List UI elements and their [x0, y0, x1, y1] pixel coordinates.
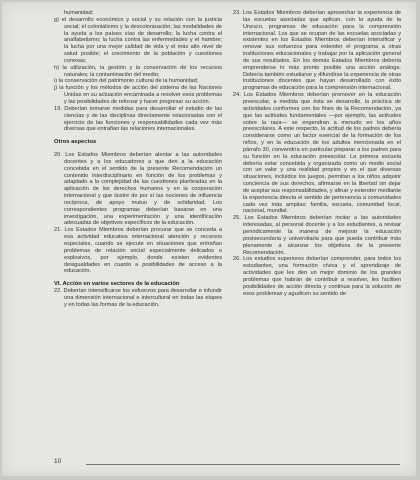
section-heading-vi: VI. Acción en varios sectores de la educación	[54, 281, 180, 288]
list-item-h: h) la utilización, la gestión y la conservación de los recursos naturales; la contaminación del medio;	[54, 64, 222, 78]
paragraph-24: 24. Los Estados Miembros deberían promover en la educación preescolar, a medida que ésta se desarrolle, la práctica de actividades conformes con los fines de la Recomendación, ya que las actitudes fundamentales —por ejemplo, las actitudes sobre la raza— se engendran a menudo en los años preescolares. A este respecto, la actitud de los padres debería considerarse como un factor esencial de la formación de los niños, y en la educación de los adultos mencionada en el párrafo 30, convendría en particular preparar a los padres para su función en la educación preescolar. La primera escuela debería estar concebida y organizada como un medio social con un valor y una realidad propios y en el que diversas situaciones, incluidos los juegos, permitan a los niños adquirir conciencia de sus derechos, afirmarse en la libertad sin dejar de aceptar sus responsabilidades, y afinar y extender mediante la experiencia directa el sentido de pertenencia a comunidades cada vez más amplias: familia, escuela, comunidad local, nacional, mundial.	[233, 92, 401, 215]
paragraph-21: 21. Los Estados Miembros deberían procurar que se conceda a esa actividad educativa internacional atención y recursos especiales, cuando se ejecute en situaciones que entrañan problemas de relación social especialmente delicados o explosivos, por ejemplo, donde existen evidentes desigualdades en cuanto a posibilidades de acceso a la educación.	[54, 227, 222, 275]
paragraph-25: 25. Los Estados Miembros deberían incitar a las autoridades interesadas, al personal docente y a los estudiantes, a revisar periódicamente la manera de mejorar la educación postsecundaria y universitaria para que pueda contribuir más plenamente a alcanzar los objetivos de la presente Recomendación.	[233, 215, 401, 256]
footer-rule	[86, 464, 400, 465]
paragraph-23: 23. Los Estados Miembros deberían aprovechar la experiencia de las escuelas asociadas que aplican, con la ayuda de la Unesco, programas de educación para la comprensión internacional. Los que se ocupan de las escuelas asociadas y existentes en los Estados Miembros deberían intensificar y renovar sus esfuerzos para extender el programa a otras instituciones educacionales y trabajar por la aplicación general de sus resultados. En los demás Estados Miembros debería emprenderse lo más pronto posible una acción análoga. Debería también estudiarse y difundirse la experiencia de otras instituciones docentes que hayan desarrollado con éxito programas de educación para la comprensión internacional.	[233, 10, 401, 92]
paragraph-26: 26. Los estudios superiores deberían comprender, para todos los estudiantes, una formación cívica y el aprendizaje de actividades que les den un mejor dominio de los grandes problemas que habrán de contribuir a resolver, les faciliten posibilidades de acción directa y continua para la solución de esos problemas y agudicen su sentido de	[233, 256, 401, 297]
section-heading-otros-aspectos: Otros aspectos	[54, 139, 97, 146]
page-number: 10	[54, 458, 62, 465]
document-page	[2, 2, 416, 476]
paragraph-19: 19. Deberían tomarse medidas para desarrollar el estudio de las ciencias y de las disciplinas directamente relacionadas con el ejercicio de las funciones y responsabilidades cada vez más diversas que entrañan las relaciones internacionales.	[54, 105, 222, 133]
right-column	[233, 10, 401, 297]
left-column	[54, 10, 222, 309]
list-item-j: j) la función y los métodos de acción del sistema de las Naciones Unidas en su actuación encaminada a resolver esos problemas y las posibilidades de reforzar y hacer progresar su acción.	[54, 85, 222, 105]
paragraph-humanidad: humanidad;	[64, 10, 94, 16]
paragraph-22: 22. Deberían intensificarse los esfuerzos para desarrollar e infundir una dimensión internacional e intercultural en todas las etapes y en todas las formas de la educación.	[54, 288, 222, 308]
list-item-i: i) la conservación del patrimonio cultural de la humanidad;	[54, 78, 199, 85]
list-item-g: g) el desarrollo económico y social y su relación con la justicia social; el colonialismo y la descolonización; las modalidades de la ayuda a los países vías de desarrollo; la lucha contra el analfabetismo; la lucha contra las enfermedades y el hambre; la lucha por una mejor calidad de vida y el más alto nivel de salud posible; el crecimiento de la población y cuestiones conexas;	[54, 16, 222, 64]
paragraph-20: 20. Los Estados Miembros deberían alentar a las autoridades docentes y a los educadores a que den a la educación concebida en el sentido de la presente Recomendación un contenido interdisciplinario en función de los problemas y adaptado a la complejidad de las cuestiones planteadas en la aplicación de los derechos humanos y en la cooperación internacional y que ilustre de por sí las nociones de influencia recíproca, de apoyo mutuo y de solidaridad. Los correspondientes programas deberían basarse en una investigación, una experimentación y una identificación adecuadas de objetivos específicos de la educación.	[54, 152, 222, 227]
